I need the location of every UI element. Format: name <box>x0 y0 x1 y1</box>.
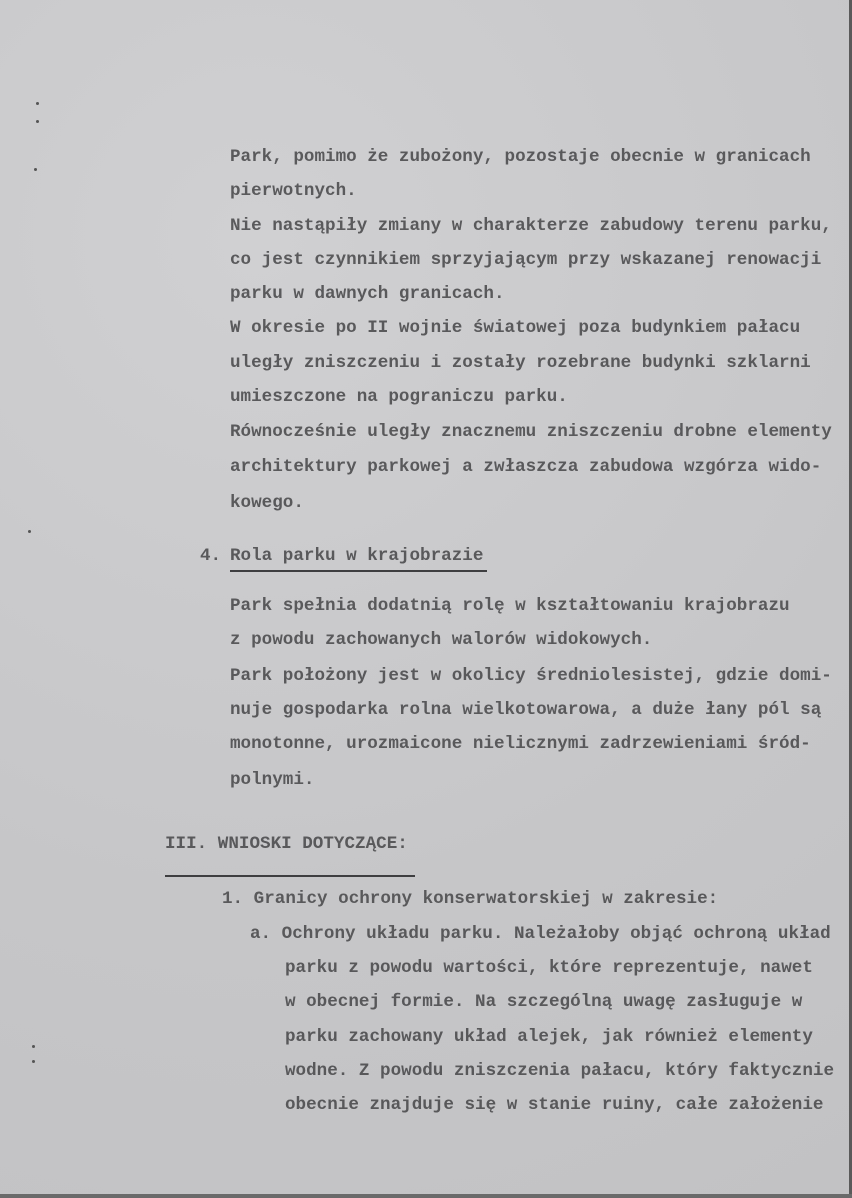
text-line: parku zachowany układ alejek, jak również elementy <box>285 1027 813 1047</box>
margin-mark <box>32 1045 35 1048</box>
text-line: Park położony jest w okolicy średniolesistej, gdzie domi- <box>230 666 832 686</box>
text-line: Park, pomimo że zubożony, pozostaje obecnie w granicach <box>230 147 811 167</box>
text-line: Równocześnie uległy znacznemu zniszczeniu drobne elementy <box>230 422 832 442</box>
margin-mark <box>28 530 31 533</box>
heading-underline <box>230 570 487 572</box>
section-heading: Rola parku w krajobrazie <box>230 546 484 566</box>
heading-underline <box>165 875 415 877</box>
text-line: parku w dawnych granicach. <box>230 284 505 304</box>
page-edge-bottom <box>0 1194 852 1198</box>
text-line: W okresie po II wojnie światowej poza budynkiem pałacu <box>230 318 801 338</box>
text-line: obecnie znajduje się w stanie ruiny, całe założenie <box>285 1095 824 1115</box>
margin-mark <box>36 102 39 105</box>
text-line: uległy zniszczeniu i zostały rozebrane budynki szklarni <box>230 353 811 373</box>
text-line: polnymi. <box>230 770 315 790</box>
margin-mark <box>34 168 37 171</box>
text-line: z powodu zachowanych walorów widokowych. <box>230 630 653 650</box>
text-line: pierwotnych. <box>230 181 357 201</box>
text-line: Nie nastąpiły zmiany w charakterze zabudowy terenu parku, <box>230 216 832 236</box>
text-line: nuje gospodarka rolna wielkotowarowa, a duże łany pól są <box>230 700 822 720</box>
list-item: 1. Granicy ochrony konserwatorskiej w zakresie: <box>222 889 719 909</box>
section-number: 4. <box>200 546 222 566</box>
text-line: w obecnej formie. Na szczególną uwagę zasługuje w <box>285 992 803 1012</box>
chapter-heading: III. WNIOSKI DOTYCZĄCE: <box>165 834 408 854</box>
margin-mark <box>36 120 39 123</box>
text-line: Park spełnia dodatnią rolę w kształtowaniu krajobrazu <box>230 596 790 616</box>
text-line: architektury parkowej a zwłaszcza zabudowa wzgórza wido- <box>230 457 822 477</box>
list-item: a. Ochrony układu parku. Należałoby objąć ochroną układ <box>250 924 831 944</box>
text-line: monotonne, urozmaicone nielicznymi zadrzewieniami śród- <box>230 734 811 754</box>
text-line: co jest czynnikiem sprzyjającym przy wskazanej renowacji <box>230 250 822 270</box>
margin-mark <box>32 1060 35 1063</box>
text-line: parku z powodu wartości, które reprezentuje, nawet <box>285 958 813 978</box>
text-line: umieszczone na pograniczu parku. <box>230 387 568 407</box>
text-line: wodne. Z powodu zniszczenia pałacu, który faktycznie <box>285 1061 835 1081</box>
text-line: kowego. <box>230 493 304 513</box>
